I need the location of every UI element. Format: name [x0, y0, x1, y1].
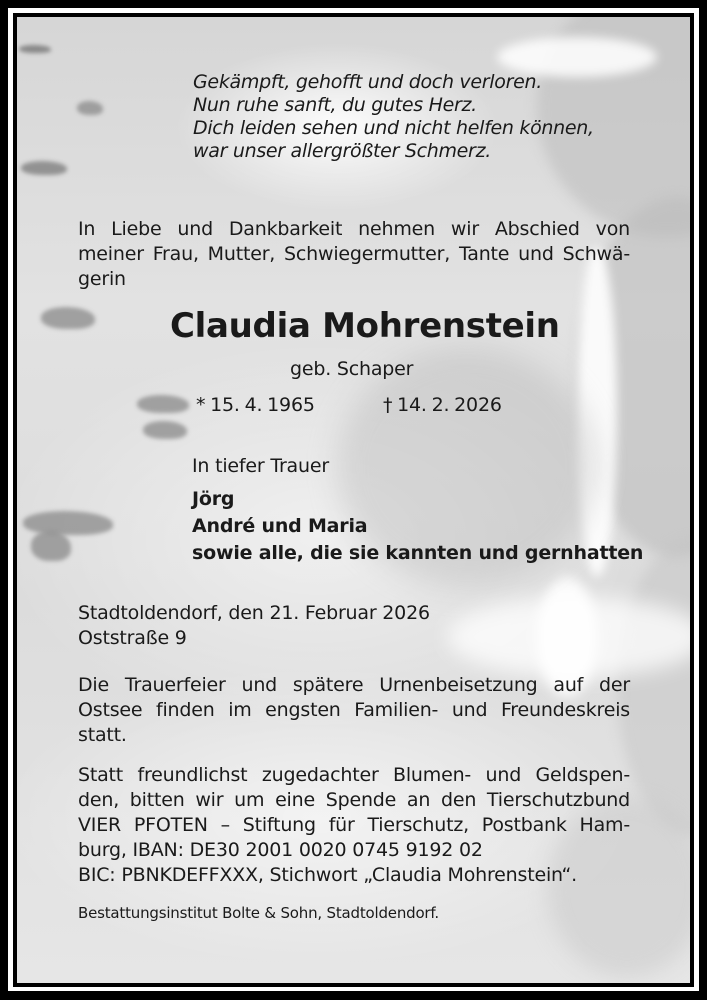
donation-line: VIER PFOTEN – Stiftung für Tierschutz, Postbank Ham- — [78, 814, 630, 836]
intro-line: In Liebe und Dankbarkeit nehmen wir Abschied von — [78, 218, 630, 240]
mourner-name: André und Maria — [192, 515, 368, 537]
funeral-line: Die Trauerfeier und spätere Urnenbeisetzung auf der — [78, 674, 630, 696]
footprint-icon — [31, 531, 71, 561]
death-date: † 14. 2. 2026 — [383, 394, 502, 416]
poem-line: Gekämpft, gehofft und doch verloren. — [193, 71, 542, 93]
undertaker: Bestattungsinstitut Bolte & Sohn, Stadtoldendorf. — [78, 904, 439, 922]
poem-line: war unser allergrößter Schmerz. — [193, 140, 491, 162]
funeral-text — [78, 673, 630, 748]
mourners-list — [192, 486, 643, 567]
birth-date: * 15. 4. 1965 — [196, 394, 315, 416]
place-date: Stadtoldendorf, den 21. Februar 2026 — [78, 602, 430, 624]
funeral-line: Ostsee finden im engsten Familien- und Freundeskreis — [78, 699, 630, 721]
maiden-name: geb. Schaper — [290, 358, 414, 380]
donation-line: burg, IBAN: DE30 2001 0020 0745 9192 02 — [78, 839, 483, 861]
mourner-name: sowie alle, die sie kannten und gernhatten — [192, 542, 644, 564]
footprint-icon — [19, 45, 51, 53]
poem — [193, 71, 594, 163]
footprint-icon — [21, 161, 67, 175]
donation-line: den, bitten wir um eine Spende an den Tierschutzbund — [78, 789, 630, 811]
donation-line: BIC: PBNKDEFFXXX, Stichwort „Claudia Mohrenstein“. — [78, 864, 577, 886]
mourner-name: Jörg — [192, 488, 235, 510]
footprint-icon — [137, 395, 189, 413]
footprint-icon — [143, 421, 187, 439]
street: Oststraße 9 — [78, 627, 187, 649]
footprint-icon — [77, 101, 103, 115]
obituary-notice — [17, 17, 690, 983]
footprint-icon — [23, 511, 113, 535]
donation-text — [78, 763, 630, 888]
intro-text — [78, 217, 630, 292]
deceased-name: Claudia Mohrenstein — [170, 306, 560, 346]
poem-line: Nun ruhe sanft, du gutes Herz. — [193, 94, 477, 116]
donation-line: Statt freundlichst zugedachter Blumen- und Geldspen- — [78, 764, 630, 786]
mourners-heading: In tiefer Trauer — [192, 455, 329, 477]
intro-line: gerin — [78, 268, 126, 290]
address — [78, 601, 430, 651]
footprint-icon — [41, 307, 95, 329]
poem-line: Dich leiden sehen und nicht helfen können, — [193, 117, 594, 139]
intro-line: meiner Frau, Mutter, Schwiegermutter, Tante und Schwä- — [78, 243, 630, 265]
funeral-line: statt. — [78, 724, 127, 746]
